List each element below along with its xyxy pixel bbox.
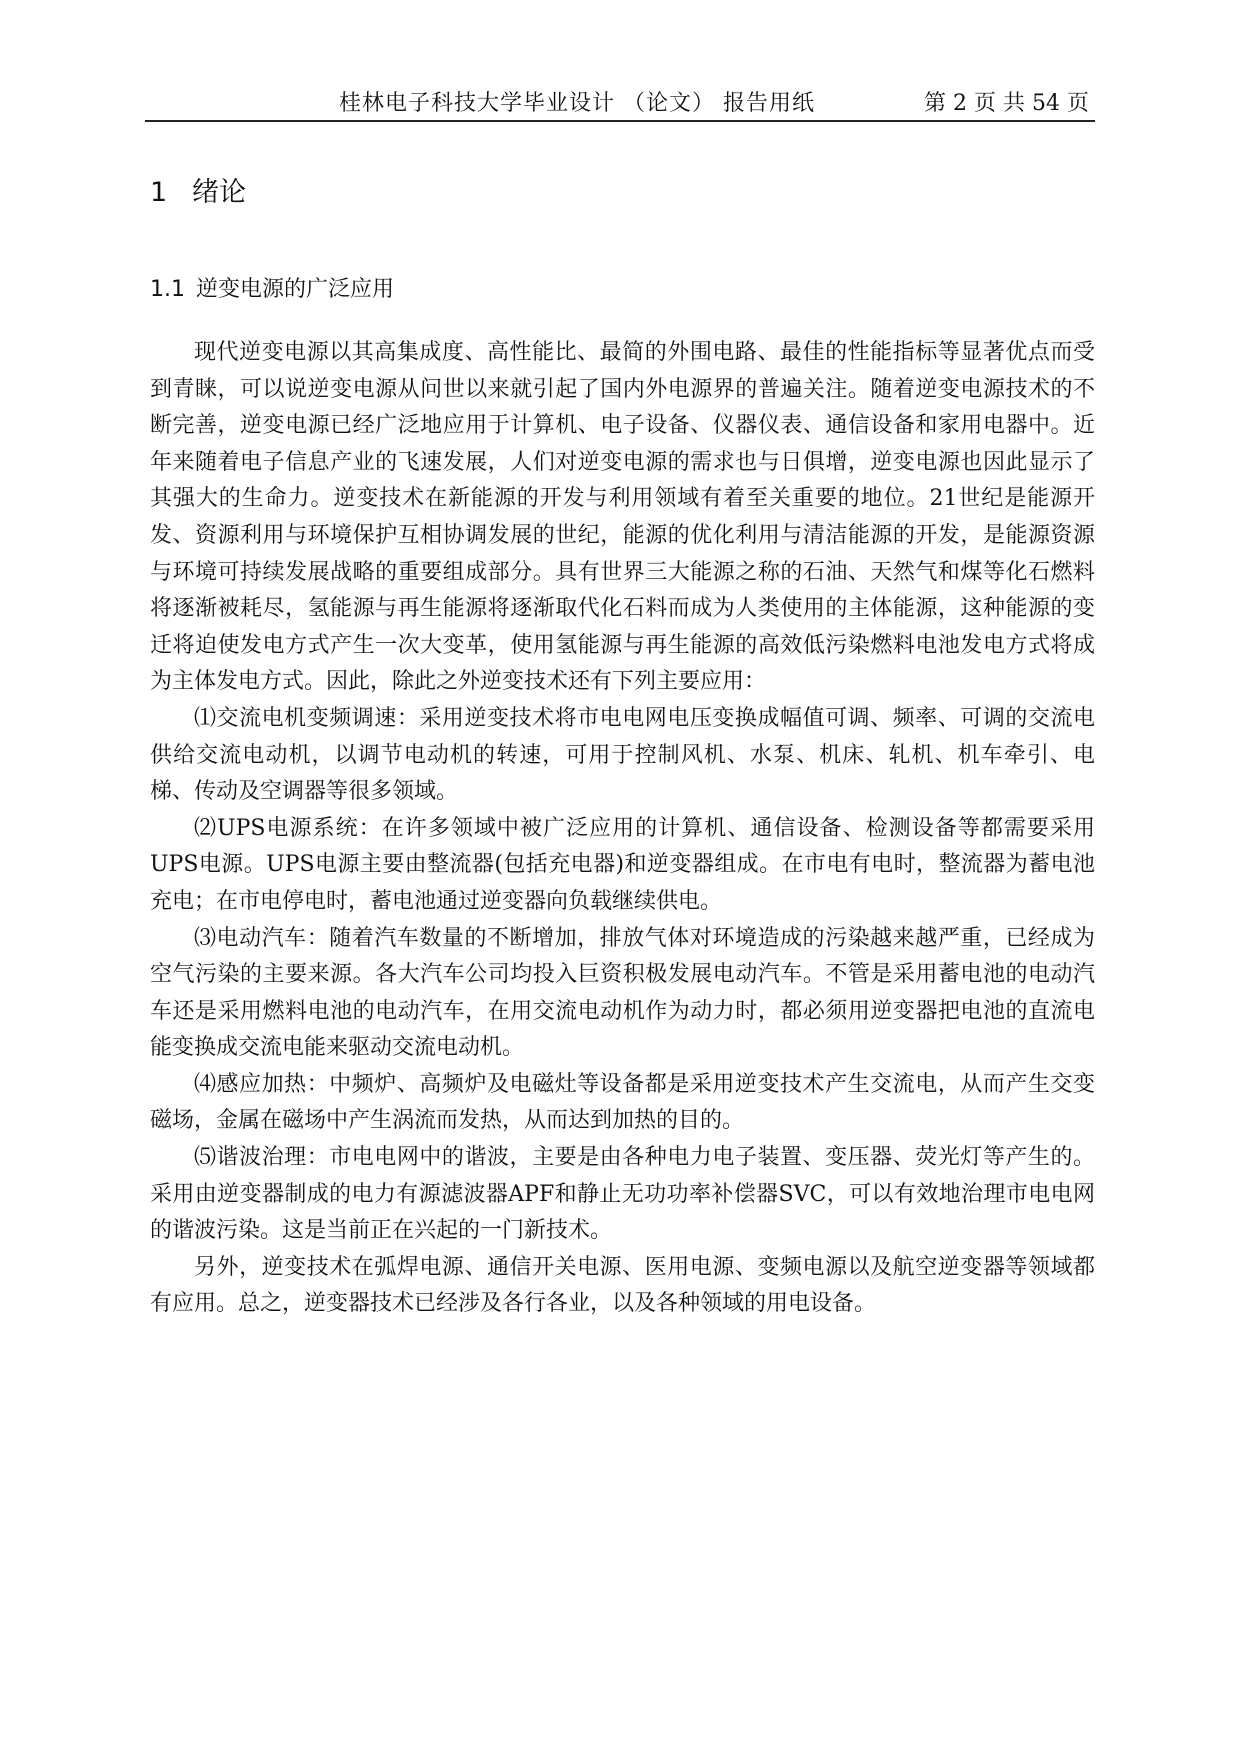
paragraph-harmonic-control: ⑸谐波治理：市电电网中的谐波，主要是由各种电力电子装置、变压器、荧光灯等产生的。采用由逆变器制成的电力有源滤波器APF和静止无功功率补偿器SVC，可以有效地治理市电电网的谐波污染。这是当前正在兴起的一门新技术。 (150, 1145, 1095, 1244)
body-text (150, 335, 1095, 1323)
paragraph-motor-speed-control: ⑴交流电机变频调速：采用逆变技术将市电电网电压变换成幅值可调、频率、可调的交流电供给交流电动机，以调节电动机的转速，可用于控制风机、水泵、机床、轧机、机车牵引、电梯、传动及空调器等很多领域。 (150, 705, 1095, 805)
chapter-title: 绪论 (192, 177, 246, 208)
chapter-number: 1 (150, 177, 168, 208)
header-page-info: 第 2 页 共 54 页 (924, 91, 1089, 116)
section-title: 逆变电源的广泛应用 (196, 277, 395, 302)
page-header (145, 86, 1095, 122)
header-title: 桂林电子科技大学毕业设计 （论文） 报告用纸 (339, 91, 815, 116)
paragraph-induction-heating: ⑷感应加热：中频炉、高频炉及电磁灶等设备都是采用逆变技术产生交流电，从而产生交变磁场，金属在磁场中产生涡流而发热，从而达到加热的目的。 (150, 1071, 1095, 1134)
paragraph-ups-system: ⑵UPS电源系统：在许多领域中被广泛应用的计算机、通信设备、检测设备等都需要采用UPS电源。UPS电源主要由整流器(包括充电器)和逆变器组成。在市电有电时，整流器为蓄电池充电；在市电停电时，蓄电池通过逆变器向负载继续供电。 (150, 815, 1095, 914)
paragraph-intro: 现代逆变电源以其高集成度、高性能比、最简的外围电路、最佳的性能指标等显著优点而受到青睐，可以说逆变电源从问世以来就引起了国内外电源界的普遍关注。随着逆变电源技术的不断完善，逆变电源已经广泛地应用于计算机、电子设备、仪器仪表、通信设备和家用电器中。近年来随着电子信息产业的飞速发展，人们对逆变电源的需求也与日俱增，逆变电源也因此显示了其强大的生命力。逆变技术在新能源的开发与利用领域有着至关重要的地位。21世纪是能源开发、资源利用与环境保护互相协调发展的世纪，能源的优化利用与清洁能源的开发，是能源资源与环境可持续发展战略的重要组成部分。具有世界三大能源之称的石油、天然气和煤等化石燃料将逐渐被耗尽，氢能源与再生能源将逐渐取代化石料而成为人类使用的主体能源，这种能源的变迁将迫使发电方式产生一次大变革，使用氢能源与再生能源的高效低污染燃料电池发电方式将成为主体发电方式。因此，除此之外逆变技术还有下列主要应用： (150, 340, 1095, 695)
paragraph-electric-vehicle: ⑶电动汽车：随着汽车数量的不断增加，排放气体对环境造成的污染越来越严重，已经成为空气污染的主要来源。各大汽车公司均投入巨资积极发展电动汽车。不管是采用蓄电池的电动汽车还是采用燃料电池的电动汽车，在用交流电动机作为动力时，都必须用逆变器把电池的直流电能变换成交流电能来驱动交流电动机。 (150, 925, 1095, 1061)
section-number: 1.1 (150, 277, 185, 302)
section-heading (150, 272, 394, 303)
chapter-heading (150, 170, 246, 209)
paragraph-other-applications: 另外，逆变技术在弧焊电源、通信开关电源、医用电源、变频电源以及航空逆变器等领域都有应用。总之，逆变器技术已经涉及各行各业，以及各种领域的用电设备。 (150, 1254, 1095, 1317)
